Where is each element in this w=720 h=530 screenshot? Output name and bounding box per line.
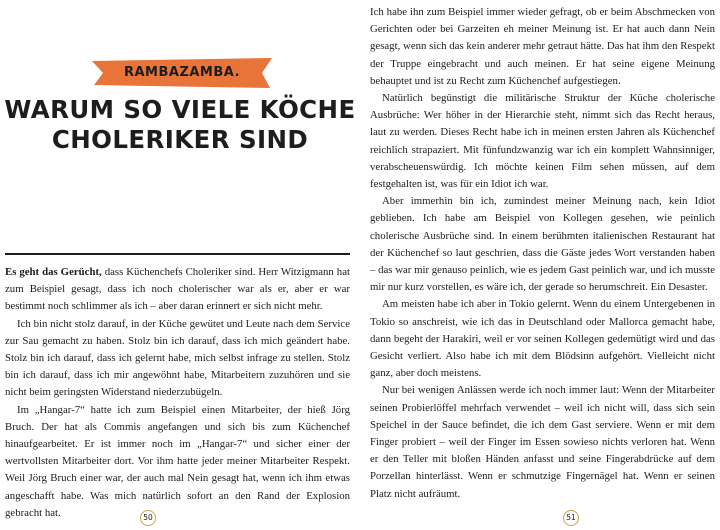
- chapter-title-line-1: WARUM SO VIELE KÖCHE: [4, 95, 356, 124]
- paragraph-1: Ich habe ihn zum Beispiel immer wieder gefragt, ob er beim Abschmecken von Gerichten oder bei Garzeiten eh meiner Meinung ist. Er hat auch dann Nein gesagt, wenn sich das kein anderer mehr getraut hätte. Das hat ihm den Respekt der Truppe eingebracht und auch meinen. Er hat seine eigene Meinung behauptet und ist zu Recht zum Küchenchef aufgestiegen.: [370, 6, 715, 87]
- page-number: 50: [140, 510, 156, 526]
- left-body-text: [5, 264, 350, 522]
- section-label: RAMBAZAMBA.: [123, 65, 241, 80]
- paragraph-5: Nur bei wenigen Anlässen werde ich noch immer laut: Wenn der Mitarbeiter seinen Probierlöffel mehrfach verwendet – weil ich nicht will, dass sich sein Speichel in der Sauce befindet, die ich dem Gast serviere. Wenn er mit dem Finger probiert – weil der Finger im Essen sowieso nichts verloren hat. Wenn er den Teller mit bloßen Händen anfasst und seine Fingerabdrücke auf dem Porzellan hinterlässt. Wenn er schmutzige Fingernägel hat. Wenn er seinen Platz nicht aufräumt.: [370, 384, 715, 500]
- paragraph-4: Am meisten habe ich aber in Tokio gelernt. Wenn du einem Untergebenen in Tokio so anschreist, wie ich das in Deutschland oder Mallorca gemacht habe, dann begeht der Harakiri, weil er vor seinen Kollegen gedemütigt wird und das Gesicht verliert. Also habe ich mit dem Blödsinn aufgehört. Vielleicht nicht ganz, aber doch meistens.: [370, 298, 715, 380]
- paragraph-3: Im „Hangar-7“ hatte ich zum Beispiel einen Mitarbeiter, der hieß Jörg Bruch. Der hat als Commis angefangen und sich bis zum Küchenchef hinaufgearbeitet. Er ist immer noch im „Hangar-7“ und sicher einer der wertvollsten Mitarbeiter dort. Vor ihm hatte jeder meiner Mitarbeiter Respekt. Weil Jörg Bruch einer war, der auch mal Nein gesagt hat, wenn ich ihm etwas angeschafft habe. Was mich natürlich sofort an den Rand der Explosion gebracht hat.: [5, 403, 350, 519]
- paragraph-2: Natürlich begünstigt die militärische Struktur der Küche cholerische Ausbrüche: Wer höher in der Hierarchie steht, nimmt sich das Recht heraus, laut zu werden. Dieses Recht habe ich in meinen ersten Jahren als Küchenchef reichlich strapaziert. Mit fünfundzwanzig war ich ein komplett Wahnsinniger, verabscheuenswürdig. Ich möchte keinen Film sehen müssen, auf dem festgehalten ist, was für ein Idiot ich war.: [370, 92, 715, 191]
- paragraph-2: Ich bin nicht stolz darauf, in der Küche gewütet und Leute nach dem Service zur Sau gemacht zu haben. Stolz bin ich darauf, dass ich mich geändert habe. Stolz bin ich darauf, dass ich gelernt habe, mich selbst infrage zu stellen. Stolz bin ich darauf, dass ich mir angewöhnt habe, Mitarbeitern zuzuhören und sie nicht beim geringsten Widerstand niederzubügeln.: [5, 317, 350, 399]
- right-body-text: [370, 4, 715, 503]
- chapter-title-line-2: CHOLERIKER SIND: [51, 125, 309, 154]
- paragraph-1-rest: dass Küchenchefs Choleriker sind. Herr Witzigmann hat zum Beispiel gesagt, dass ich noch cholerischer war als er, aber er war bestimmt noch schlimmer als ich – aber daran erinnert er sich nicht mehr.: [5, 266, 350, 313]
- lead-in: Es geht das Gerücht,: [5, 266, 102, 278]
- paragraph-3: Aber immerhin bin ich, zumindest meiner Meinung nach, kein Idiot geblieben. Ich habe am Beispiel von Kollegen gesehen, wie peinlich cholerische Ausbrüche sind. In einem berühmten italienischen Restaurant hat der Küchenchef so laut geschrien, dass die Gäste jedes Wort verstanden haben – das war mir genauso peinlich, wie es jedem Gast peinlich war, und ich musste mir nur kurz vorstellen, es wäre ich, der gerade so herumschreit. Ein Desaster.: [370, 195, 715, 294]
- paragraph-1: [5, 264, 350, 316]
- page-number: 51: [563, 510, 579, 526]
- section-banner: [92, 58, 272, 88]
- title-rule: [5, 253, 350, 255]
- chapter-title: [0, 95, 360, 155]
- right-page: [360, 0, 720, 530]
